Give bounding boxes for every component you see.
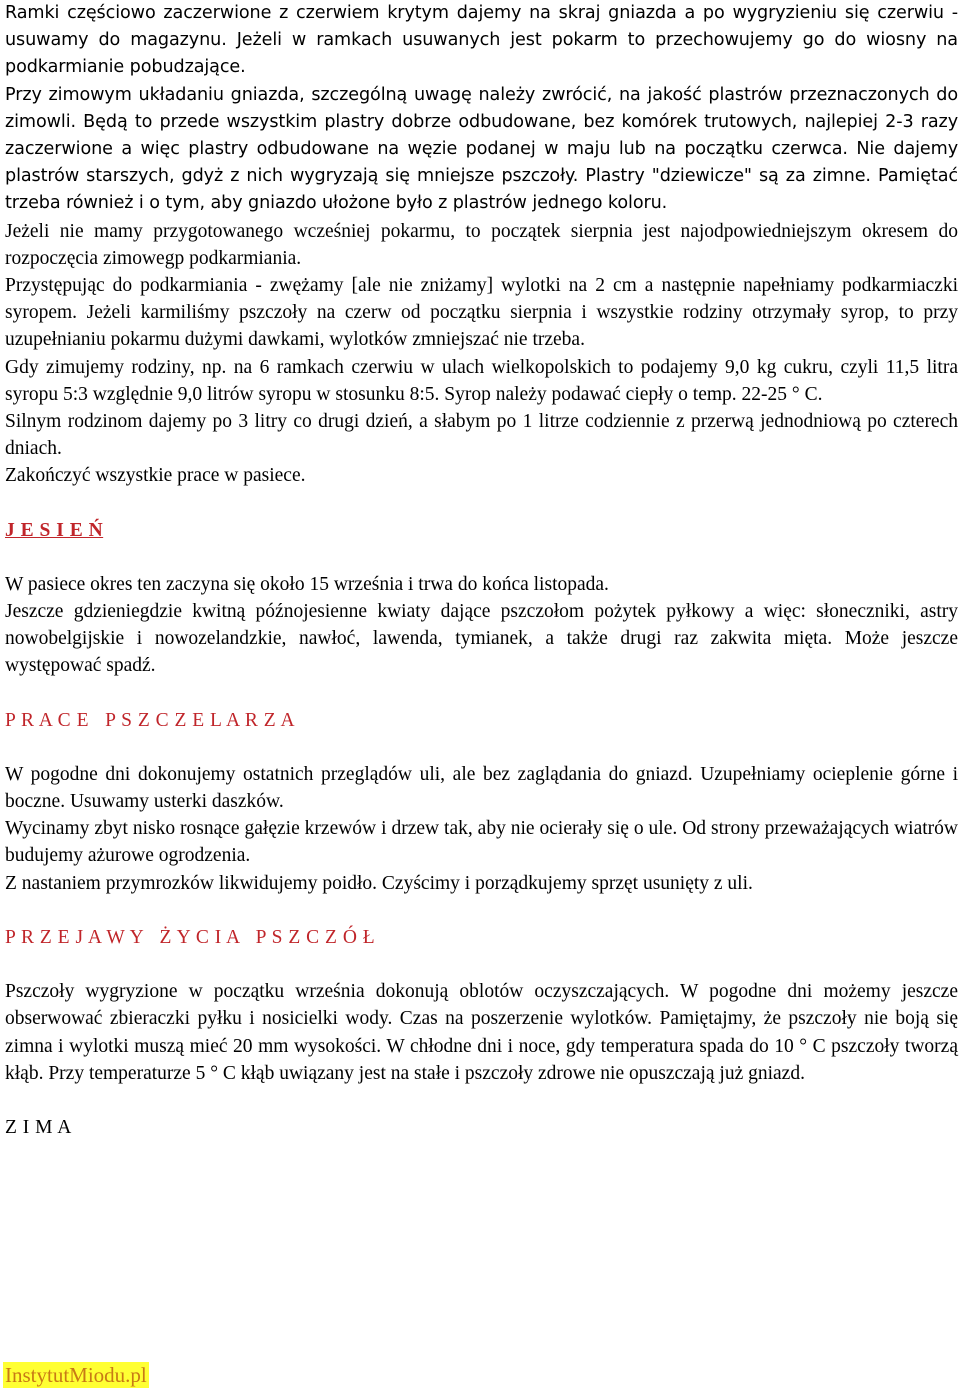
paragraph: Wycinamy zbyt nisko rosnące gałęzie krzewów i drzew tak, aby nie ocierały się o ule. Od strony przeważających wiatrów budujemy ażurowe ogrodzenia. — [5, 818, 958, 867]
paragraph: Pszczoły wygryzione w początku września dokonują oblotów oczyszczających. W pogodne dni możemy jeszcze obserwować zbieraczki pyłku i nosicielki wody. Czas na poszerzenie wylotków. Pamiętajmy, że pszczoły nie boją się zimna i wylotki muszą mieć 20 mm wysokości. W chłodne dni i noce, gdy temperatura spada do 10 ° C pszczoły tworzą kłąb. Przy temperaturze 5 ° C kłąb uwiązany jest na stałe i pszczoły zdrowe nie opuszczają już gniazd. — [5, 981, 958, 1084]
section-heading-prace-pszczelarza: P R A C E P S Z C Z E L A R Z A — [5, 709, 296, 731]
paragraph: Z nastaniem przymrozków likwidujemy poidło. Czyścimy i porządkujemy sprzęt usunięty z uli. — [5, 872, 753, 894]
paragraph: Zakończyć wszystkie prace w pasiece. — [5, 465, 306, 487]
paragraph: Silnym rodzinom dajemy po 3 litry co drugi dzień, a słabym po 1 litrze codziennie z przerwą jednodniową po czterech dniach. — [5, 411, 958, 460]
paragraph: Przystępując do podkarmiania - zwężamy [ale nie zniżamy] wylotki na 2 cm a następnie napełniamy podkarmiaczki syropem. Jeżeli karmiliśmy pszczoły na czerw od początku sierpnia i wszystkie rodziny otrzymały syrop, to przy uzupełnianiu pokarmu dużymi dawkami, wylotków zmniejszać nie trzeba. — [5, 275, 958, 351]
paragraph: Jeszcze gdzieniegdzie kwitną późnojesienne kwiaty dające pszczołom pożytek pyłkowy a więc: słoneczniki, astry nowobelgijskie i nowozelandzkie, nawłoć, lawenda, tymianek, a także drugi raz zakwita mięta. Może jeszcze występować spadź. — [5, 601, 958, 677]
paragraph: W pogodne dni dokonujemy ostatnich przeglądów uli, ale bez zaglądania do gniazd. Uzupełniamy ocieplenie górne i boczne. Usuwamy usterki daszków. — [5, 763, 958, 813]
paragraph: Ramki częściowo zaczerwione z czerwiem krytym dajemy na skraj gniazda a po wygryzieniu się czerwiu - usuwamy do magazynu. Jeżeli w ramkach usuwanych jest pokarm to przechowujemy go do wiosny na podkarmianie pobudzające. — [5, 3, 958, 78]
watermark-link[interactable]: InstytutMiodu.pl — [5, 1363, 147, 1387]
paragraph: Jeżeli nie mamy przygotowanego wcześniej pokarmu, to początek sierpnia jest najodpowiedniejszym okresem do rozpoczęcia zimowegp podkarmiania. — [5, 220, 958, 269]
paragraph: Gdy zimujemy rodziny, np. na 6 ramkach czerwiu w ulach wielkopolskich to podajemy 9,0 kg cukru, czyli 11,5 litra syropu 5:3 względnie 9,0 litrów syropu w stosunku 8:5. Syrop należy podawać ciepły o temp. 22-25 ° C. — [5, 356, 958, 405]
document-page — [5, 0, 958, 1141]
paragraph: W pasiece okres ten zaczyna się około 15 września i trwa do końca listopada. — [5, 573, 609, 595]
section-heading-przejawy-zycia: P R Z E J A W Y Ż Y C I A P S Z C Z Ó Ł — [5, 926, 376, 948]
paragraph: Przy zimowym układaniu gniazda, szczególną uwagę należy zwrócić, na jakość plastrów przeznaczonych do zimowli. Będą to przede wszystkim plastry dobrze odbudowane, bez komórek trutowych, najlepiej 2-3 razy zaczerwione a więc plastry odbudowane na węzie podanej w maju lub na początku czerwca. Nie dajemy plastrów starszych, gdyż z nich wygryzają się mniejsze pszczoły. Plastry "dziewicze" są za zimne. Pamiętać trzeba również i o tym, aby gniazdo ułożone było z plastrów jednego koloru. — [5, 84, 958, 214]
section-heading-jesien: J E S I E Ń — [5, 519, 104, 541]
section-heading-zima: Z I M A — [5, 1116, 72, 1138]
